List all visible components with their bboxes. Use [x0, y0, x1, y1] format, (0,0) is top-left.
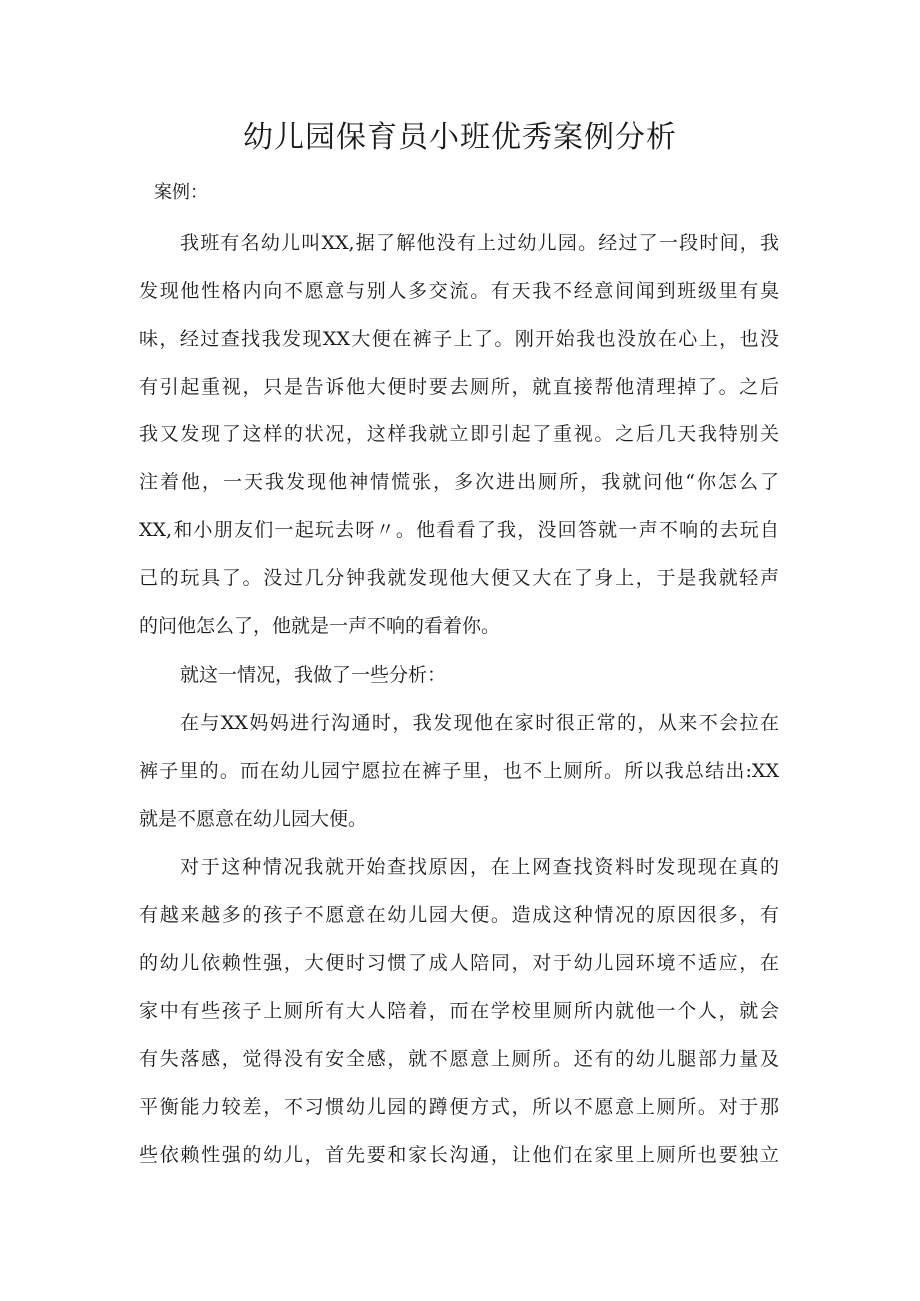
document-title: 幼儿园保育员小班优秀案例分析: [243, 120, 677, 155]
text-line: 己的玩具了。没过几分钟我就发现他大便又大在了身上，于是我就轻声: [139, 567, 779, 589]
case-label: 案例：: [154, 182, 208, 203]
text-line: 有失落感，觉得没有安全感，就不愿意上厕所。还有的幼儿腿部力量及: [139, 1048, 779, 1070]
text-line: 发现他性格内向不愿意与别人多交流。有天我不经意间闻到班级里有臭: [139, 280, 779, 302]
text-line: 有越来越多的孩子不愿意在幼儿园大便。造成这种情况的原因很多，有: [139, 904, 779, 926]
text-line: 味，经过查找我发现XX大便在裤子上了。刚开始我也没放在心上，也没: [139, 328, 779, 350]
text-line: 就是不愿意在幼儿园大便。: [139, 808, 368, 830]
text-line: 平衡能力较差，不习惯幼儿园的蹲便方式，所以不愿意上厕所。对于那: [139, 1096, 779, 1118]
text-line: 些依赖性强的幼儿，首先要和家长沟通，让他们在家里上厕所也要独立: [139, 1144, 779, 1166]
text-line: 我又发现了这样的状况，这样我就立即引起了重视。之后几天我特别关: [139, 423, 779, 445]
text-line: 裤子里的。而在幼儿园宁愿拉在裤子里，也不上厕所。所以我总结出:XX: [139, 760, 779, 782]
text-line: 就这一情况，我做了一些分析：: [180, 664, 447, 686]
text-line: 对于这种情况我就开始查找原因，在上网查找资料时发现现在真的: [180, 856, 779, 878]
text-line: 在与XX妈妈进行沟通时，我发现他在家时很正常的，从来不会拉在: [180, 712, 779, 734]
text-line: 的幼儿依赖性强，大便时习惯了成人陪同，对于幼儿园环境不适应，在: [139, 952, 779, 974]
text-line: 我班有名幼儿叫XX,据了解他没有上过幼儿园。经过了一段时间，我: [180, 232, 779, 254]
text-line: XX,和小朋友们一起玩去呀〃。他看看了我，没回答就一声不响的去玩自: [139, 519, 779, 541]
text-line: 有引起重视，只是告诉他大便时要去厕所，就直接帮他清理掉了。之后: [139, 376, 779, 398]
text-line: 的问他怎么了，他就是一声不响的看着你。: [139, 615, 501, 637]
text-line: 家中有些孩子上厕所有大人陪着，而在学校里厕所内就他一个人，就会: [139, 1000, 779, 1022]
text-line: 注着他，一天我发现他神情慌张，多次进出厕所，我就问他“你怎么了: [139, 471, 779, 493]
